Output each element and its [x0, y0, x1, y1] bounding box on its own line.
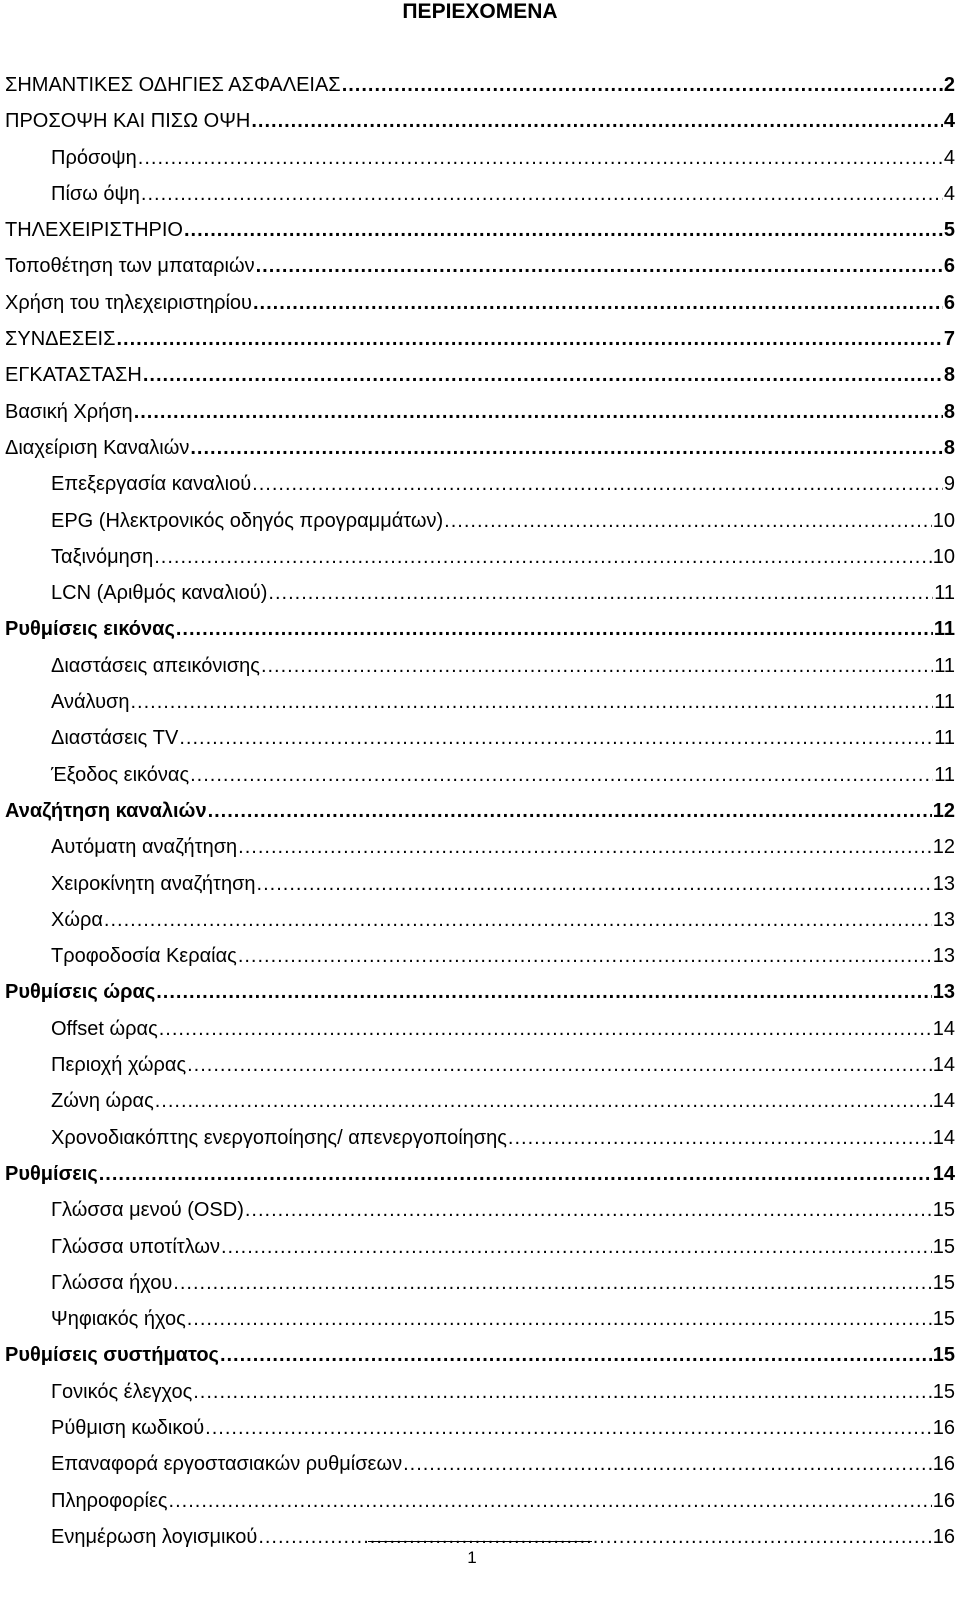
toc-entry[interactable] [5, 684, 955, 720]
toc-entry-page: 12 [932, 799, 955, 822]
toc-entry-label: Χρήση του τηλεχειριστηρίου [5, 291, 252, 314]
toc-entry-page: 15 [932, 1308, 955, 1331]
toc-entry[interactable] [5, 1156, 955, 1192]
toc-entry[interactable] [5, 720, 955, 756]
toc-entry-page: 9 [943, 473, 955, 496]
toc-entry-label: Πρόσοψη [51, 146, 137, 169]
toc-entry-label: Ρυθμίσεις [5, 1162, 98, 1185]
toc-dot-leader [261, 648, 933, 684]
toc-dot-leader [173, 1265, 931, 1301]
toc-entry-label: Έξοδος εικόνας [51, 763, 190, 786]
toc-entry-page: 16 [932, 1525, 955, 1548]
toc-dot-leader [251, 103, 943, 139]
toc-dot-leader [508, 1120, 932, 1156]
toc-dot-leader [104, 902, 932, 938]
toc-entry[interactable] [5, 503, 955, 539]
toc-dot-leader [154, 539, 932, 575]
toc-entry-label: ΤΗΛΕΧΕΙΡΙΣΤΗΡΙΟ [5, 219, 183, 242]
table-of-contents [5, 67, 955, 1555]
toc-entry-label: EPG (Ηλεκτρονικός οδηγός προγραμμάτων) [51, 509, 444, 532]
toc-dot-leader [184, 212, 943, 248]
toc-entry[interactable] [5, 866, 955, 902]
toc-entry-label: Γλώσσα ήχου [51, 1271, 173, 1294]
toc-entry-page: 6 [943, 255, 955, 278]
toc-entry-label: Αυτόματη αναζήτηση [51, 836, 238, 859]
toc-dot-leader [245, 1192, 932, 1228]
toc-dot-leader [257, 866, 932, 902]
toc-entry-page: 4 [943, 182, 955, 205]
toc-dot-leader [176, 611, 933, 647]
toc-entry[interactable] [5, 611, 955, 647]
toc-entry-page: 15 [932, 1199, 955, 1222]
toc-entry[interactable] [5, 1120, 955, 1156]
toc-dot-leader [179, 720, 933, 756]
toc-dot-leader [130, 684, 933, 720]
toc-entry-label: Ρυθμίσεις συστήματος [5, 1344, 219, 1367]
toc-entry-label: Επαναφορά εργοστασιακών ρυθμίσεων [51, 1453, 403, 1476]
toc-entry[interactable] [5, 974, 955, 1010]
toc-dot-leader [159, 1011, 932, 1047]
toc-entry-label: Ρυθμίσεις εικόνας [5, 618, 175, 641]
toc-entry-page: 11 [934, 654, 955, 677]
toc-entry-page: 15 [932, 1235, 955, 1258]
toc-entry[interactable] [5, 1410, 955, 1446]
footer-divider [368, 1541, 592, 1542]
toc-entry[interactable] [5, 67, 955, 103]
toc-entry-label: Αναζήτηση καναλιών [5, 799, 207, 822]
toc-dot-leader [342, 67, 943, 103]
toc-entry-page: 7 [943, 328, 955, 351]
toc-entry[interactable] [5, 176, 955, 212]
toc-dot-leader [134, 394, 943, 430]
toc-entry-label: Χρονοδιακόπτης ενεργοποίησης/ απενεργοποίησης [51, 1126, 507, 1149]
toc-entry[interactable] [5, 1083, 955, 1119]
toc-dot-leader [156, 974, 932, 1010]
toc-entry-page: 8 [943, 364, 955, 387]
toc-entry-page: 13 [932, 981, 955, 1004]
toc-entry-page: 14 [932, 1162, 955, 1185]
toc-entry-page: 5 [943, 219, 955, 242]
toc-entry[interactable] [5, 539, 955, 575]
toc-entry[interactable] [5, 430, 955, 466]
toc-entry-label: Τροφοδοσία Κεραίας [51, 945, 237, 968]
toc-entry-page: 14 [932, 1090, 955, 1113]
toc-dot-leader [193, 1374, 932, 1410]
toc-entry-page: 11 [934, 582, 955, 605]
toc-entry[interactable] [5, 902, 955, 938]
toc-dot-leader [444, 503, 932, 539]
toc-entry[interactable] [5, 648, 955, 684]
toc-dot-leader [256, 248, 943, 284]
toc-entry[interactable] [5, 466, 955, 502]
toc-entry[interactable] [5, 1337, 955, 1373]
toc-entry[interactable] [5, 1011, 955, 1047]
toc-dot-leader [169, 1483, 932, 1519]
toc-dot-leader [252, 466, 943, 502]
toc-dot-leader [187, 1301, 932, 1337]
toc-entry-label: Διαχείριση Καναλιών [5, 436, 190, 459]
toc-entry-label: Περιοχή χώρας [51, 1054, 187, 1077]
toc-entry[interactable] [5, 1483, 955, 1519]
toc-entry[interactable] [5, 1446, 955, 1482]
toc-entry[interactable] [5, 212, 955, 248]
toc-dot-leader [238, 938, 932, 974]
toc-entry-page: 8 [943, 436, 955, 459]
toc-entry-page: 11 [934, 763, 955, 786]
toc-entry-label: Ρύθμιση κωδικού [51, 1416, 205, 1439]
toc-entry-page: 11 [934, 727, 955, 750]
toc-entry-label: Ρυθμίσεις ώρας [5, 981, 156, 1004]
toc-entry-label: Ανάλυση [51, 691, 130, 714]
toc-entry-label: Βασική Χρήση [5, 400, 133, 423]
toc-entry-page: 16 [932, 1416, 955, 1439]
toc-entry[interactable] [5, 575, 955, 611]
toc-entry[interactable] [5, 321, 955, 357]
toc-dot-leader [99, 1156, 932, 1192]
toc-entry-page: 11 [934, 691, 955, 714]
toc-entry-label: Διαστάσεις απεικόνισης [51, 654, 260, 677]
toc-entry-page: 15 [932, 1271, 955, 1294]
toc-entry-page: 10 [932, 509, 955, 532]
toc-entry[interactable] [5, 938, 955, 974]
toc-dot-leader [190, 757, 933, 793]
toc-entry-label: ΠΡΟΣΟΨΗ ΚΑΙ ΠΙΣΩ ΟΨΗ [5, 110, 251, 133]
toc-entry-label: Επεξεργασία καναλιού [51, 473, 252, 496]
toc-entry[interactable] [5, 103, 955, 139]
toc-dot-leader [141, 176, 943, 212]
toc-dot-leader [205, 1410, 932, 1446]
toc-entry-label: Γλώσσα μενού (OSD) [51, 1199, 244, 1222]
toc-entry[interactable] [5, 1047, 955, 1083]
toc-dot-leader [138, 140, 943, 176]
toc-entry[interactable] [5, 285, 955, 321]
toc-dot-leader [221, 1229, 932, 1265]
toc-entry[interactable] [5, 1265, 955, 1301]
toc-entry-label: Πίσω όψη [51, 182, 140, 205]
toc-entry-label: Ταξινόμηση [51, 545, 154, 568]
toc-entry-label: Γλώσσα υποτίτλων [51, 1235, 220, 1258]
toc-entry-label: Χειροκίνητη αναζήτηση [51, 872, 256, 895]
toc-entry-label: ΣΗΜΑΝΤΙΚΕΣ ΟΔΗΓΙΕΣ ΑΣΦΑΛΕΙΑΣ [5, 74, 341, 96]
toc-entry-page: 10 [932, 545, 955, 568]
toc-entry-label: Ζώνη ώρας [51, 1090, 154, 1113]
toc-entry-page: 12 [932, 836, 955, 859]
toc-entry-page: 16 [932, 1489, 955, 1512]
toc-entry-page: 15 [932, 1380, 955, 1403]
toc-entry-page: 13 [932, 908, 955, 931]
toc-entry-label: Τοποθέτηση των μπαταριών [5, 255, 255, 278]
toc-dot-leader [238, 829, 932, 865]
toc-entry-page: 2 [943, 74, 955, 96]
toc-entry[interactable] [5, 357, 955, 393]
toc-entry-label: Χώρα [51, 908, 103, 931]
toc-entry-label: Ψηφιακός ήχος [51, 1308, 186, 1331]
toc-entry[interactable] [5, 140, 955, 176]
toc-entry[interactable] [5, 1192, 955, 1228]
toc-dot-leader [187, 1047, 932, 1083]
page-title: ΠΕΡΙΕΧΟΜΕΝΑ [402, 0, 558, 23]
toc-dot-leader [268, 575, 933, 611]
toc-entry-label: Offset ώρας [51, 1017, 158, 1040]
toc-dot-leader [403, 1446, 932, 1482]
toc-dot-leader [155, 1083, 932, 1119]
toc-entry[interactable] [5, 394, 955, 430]
toc-dot-leader [208, 793, 932, 829]
toc-entry-page: 4 [943, 146, 955, 169]
toc-entry[interactable] [5, 1374, 955, 1410]
toc-entry-page: 14 [932, 1017, 955, 1040]
toc-entry-page: 14 [932, 1054, 955, 1077]
toc-entry[interactable] [5, 1229, 955, 1265]
toc-entry-page: 6 [943, 291, 955, 314]
toc-entry-page: 15 [932, 1344, 955, 1367]
toc-entry[interactable] [5, 248, 955, 284]
toc-dot-leader [143, 357, 943, 393]
toc-entry-label: ΕΓΚΑΤΑΣΤΑΣΗ [5, 364, 142, 387]
toc-entry-page: 4 [943, 110, 955, 133]
toc-entry-label: Πληροφορίες [51, 1489, 168, 1512]
toc-entry-page: 8 [943, 400, 955, 423]
toc-entry-label: ΣΥΝΔΕΣΕΙΣ [5, 328, 116, 351]
toc-entry[interactable] [5, 1301, 955, 1337]
toc-entry-label: LCN (Αριθμός καναλιού) [51, 582, 268, 605]
toc-entry-page: 16 [932, 1453, 955, 1476]
toc-dot-leader [220, 1337, 932, 1373]
toc-entry-label: Διαστάσεις TV [51, 727, 179, 750]
toc-dot-leader [190, 430, 943, 466]
toc-entry-label: Ενημέρωση λογισμικού [51, 1525, 258, 1548]
toc-dot-leader [116, 321, 942, 357]
toc-entry-label: Γονικός έλεγχος [51, 1380, 193, 1403]
toc-dot-leader [253, 285, 943, 321]
toc-entry[interactable] [5, 829, 955, 865]
toc-entry-page: 13 [932, 945, 955, 968]
toc-entry-page: 13 [932, 872, 955, 895]
toc-entry-page: 11 [933, 618, 955, 641]
toc-entry[interactable] [5, 757, 955, 793]
page-number: 1 [467, 1548, 477, 1567]
toc-entry-page: 14 [932, 1126, 955, 1149]
toc-entry[interactable] [5, 793, 955, 829]
